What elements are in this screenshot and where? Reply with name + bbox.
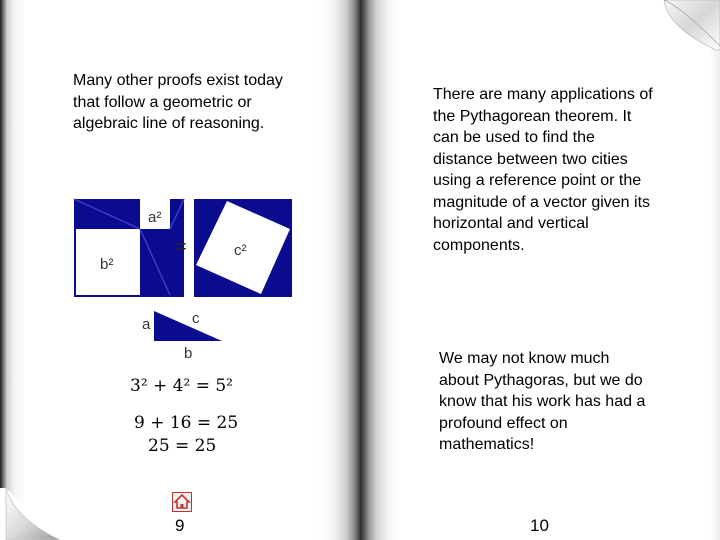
c-squared-label: c² — [234, 242, 247, 259]
left-paragraph: Many other proofs exist today that follow a geometric or algebraic line of reasoning. — [73, 72, 283, 132]
equation-3: 25 = 25 — [148, 436, 217, 456]
side-c-label: c — [192, 310, 200, 327]
bottom-left-page-curl[interactable] — [0, 488, 60, 540]
equals-sign: = — [175, 236, 187, 258]
left-page-number: 9 — [175, 516, 185, 535]
right-paragraph-2: We may not know much about Pythagoras, but we do know that his work has had a profound effect on mathematics! — [439, 350, 646, 453]
right-page — [360, 0, 720, 540]
right-page-number: 10 — [530, 516, 549, 535]
top-right-page-curl[interactable] — [660, 0, 720, 52]
a-squared-label: a² — [148, 209, 162, 226]
b-squared-label: b² — [100, 256, 114, 273]
home-icon[interactable] — [172, 492, 192, 512]
side-b-label: b — [184, 345, 193, 362]
right-triangle — [154, 311, 222, 341]
equation-2: 9 + 16 = 25 — [134, 413, 239, 433]
pythagorean-proof-figure — [70, 193, 300, 363]
side-a-label: a — [142, 316, 151, 333]
right-paragraph-1: There are many applications of the Pythagorean theorem. It can be used to find the distance between two cities using a reference point or the magnitude of a vector given its horizontal and vertical components. — [433, 86, 653, 254]
equation-1: 3² + 4² = 5² — [130, 376, 233, 396]
